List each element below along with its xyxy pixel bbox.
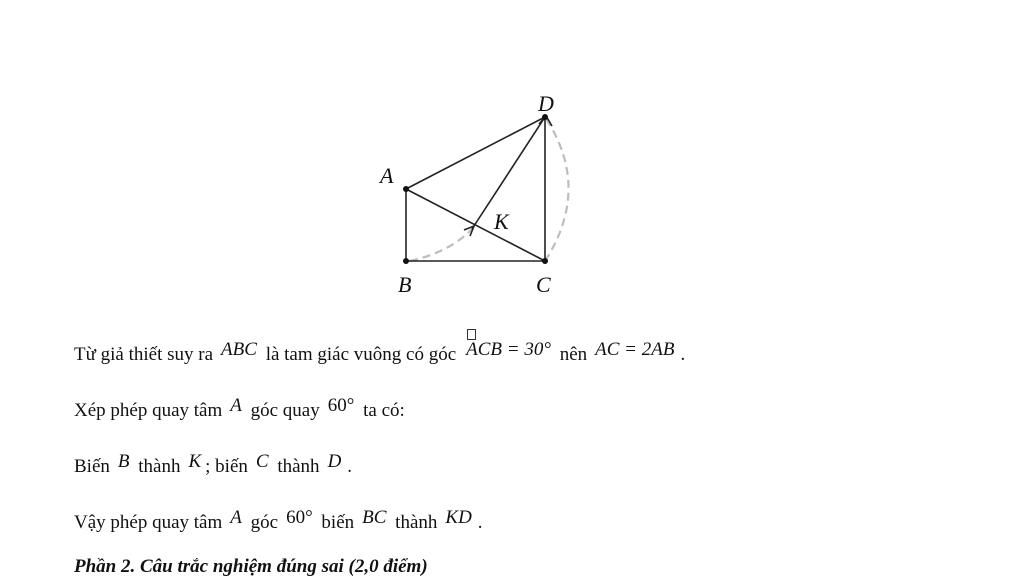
point-a <box>403 186 409 192</box>
math-segment-kd: KD <box>445 507 472 528</box>
rotation-arc-c-d <box>545 117 569 261</box>
math-ac-equals-2ab: AC = 2AB <box>595 339 675 360</box>
text: Vậy phép quay tâm <box>74 512 223 533</box>
math-triangle-abc: ABC <box>221 339 257 360</box>
text: thành <box>138 456 181 477</box>
solution-line-4 <box>74 507 483 534</box>
solution-line-3 <box>74 451 353 478</box>
period: . <box>347 456 353 477</box>
math-center-a: A <box>230 395 242 416</box>
segment-ad <box>406 117 545 189</box>
text: biến <box>321 512 355 533</box>
math-point-d: D <box>327 451 342 472</box>
text: ; biến <box>205 456 248 477</box>
label-d: D <box>538 91 554 116</box>
point-b <box>403 258 409 264</box>
period: . <box>680 344 686 365</box>
text: thành <box>277 456 320 477</box>
period: . <box>477 512 483 533</box>
angle-expression: ACB = 30° <box>466 339 551 360</box>
angle-hat-symbol <box>467 329 476 340</box>
point-c <box>542 258 548 264</box>
label-c: C <box>536 272 551 297</box>
math-point-b: B <box>117 451 130 472</box>
text: thành <box>395 512 438 533</box>
section-heading-part-2 <box>74 556 428 578</box>
text: nên <box>559 344 588 365</box>
text: Xép phép quay tâm <box>74 400 223 421</box>
label-a: A <box>380 163 394 188</box>
text: góc <box>250 512 279 533</box>
label-k: K <box>494 209 509 234</box>
text: góc quay <box>250 400 320 421</box>
text: Từ giả thiết suy ra <box>74 344 214 365</box>
math-segment-bc: BC <box>362 507 387 528</box>
rotation-arc-b-k <box>410 229 472 261</box>
text: Biến <box>74 456 110 477</box>
text: là tam giác vuông có góc <box>265 344 457 365</box>
solution-line-1 <box>74 339 686 366</box>
solution-line-2 <box>74 395 405 422</box>
label-b: B <box>398 272 412 297</box>
text: ta có: <box>363 400 405 421</box>
math-angle-60: 60° <box>286 507 313 528</box>
math-point-c: C <box>255 451 269 472</box>
math-point-k: K <box>188 451 202 472</box>
math-center-a: A <box>230 507 242 528</box>
math-angle-acb <box>466 339 551 361</box>
math-angle-60: 60° <box>327 395 355 416</box>
section-heading-text: Phần 2. Câu trắc nghiệm đúng sai (2,0 điểm) <box>74 556 428 577</box>
